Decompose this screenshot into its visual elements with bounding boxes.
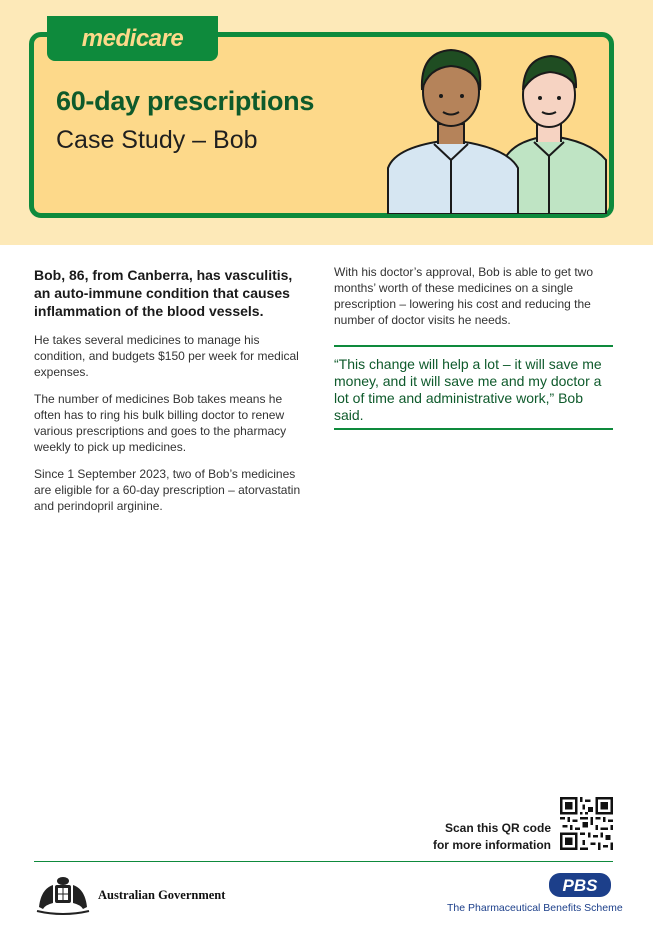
qr-code[interactable] (560, 797, 613, 850)
body-paragraph: He takes several medicines to manage his condition, and budgets $150 per week for medical expenses. (34, 333, 299, 379)
pull-quote: “This change will help a lot – it will save me money, and it will save me and my doctor a lot of time and administrative work,” Bob said. (334, 345, 613, 430)
intro-paragraph: Bob, 86, from Canberra, has vasculitis, an auto-immune condition that causes inflammation of the blood vessels. (34, 267, 293, 319)
qr-caption-line-2: for more information (432, 838, 551, 852)
body-paragraph: Since 1 September 2023, two of Bob’s medicines are eligible for a 60-day prescription – atorvastatin and perindopril arginine. (34, 467, 301, 513)
page-title: 60-day prescriptions (56, 86, 315, 116)
older-man-figure (504, 56, 606, 214)
younger-man-figure (388, 50, 518, 214)
body-paragraph: The number of medicines Bob takes means he often has to ring his bulk billing doctor to renew various prescriptions and goes to the pharmacy weekly to pick up medicines. (34, 392, 287, 454)
body-paragraph: With his doctor’s approval, Bob is able to get two months’ worth of these medicines on a single prescription – lowering his cost and reducing the number of doctor visits he needs. (334, 265, 594, 327)
footer-divider (34, 861, 613, 862)
right-column (334, 264, 609, 339)
hero-banner (0, 0, 653, 245)
left-column (34, 266, 302, 525)
qr-caption-line-1: Scan this QR code (444, 821, 551, 835)
coat-of-arms-icon (33, 873, 93, 915)
pbs-name: The Pharmaceutical Benefits Scheme (447, 902, 623, 914)
medicare-logo-text: medicare (81, 25, 184, 52)
government-label: Australian Government (98, 888, 226, 902)
people-illustration (384, 40, 610, 214)
pbs-logo (548, 872, 612, 898)
pbs-logo-text: PBS (562, 876, 598, 895)
qr-caption (414, 820, 551, 854)
medicare-logo (47, 16, 218, 61)
page-subtitle: Case Study – Bob (56, 126, 258, 154)
